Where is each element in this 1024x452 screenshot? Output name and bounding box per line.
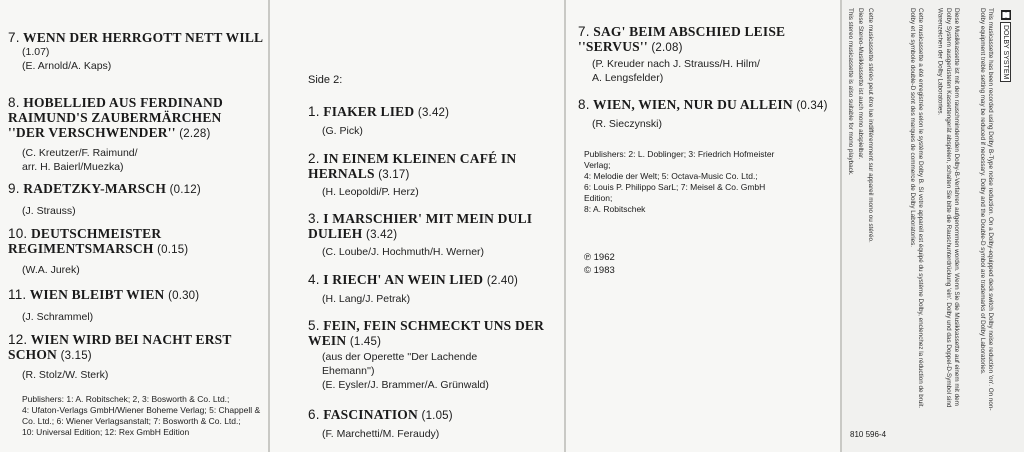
- track-duration: (0.34): [796, 100, 828, 112]
- track-duration: (3.42): [417, 107, 450, 119]
- track-s2-1: 1. FIAKER LIED (3.42) (G. Pick): [308, 104, 558, 138]
- track-s2-2: 2. IN EINEM KLEINEN CAFÉ IN HERNALS (3.17) (H. Leopoldi/P. Herz): [308, 151, 562, 199]
- mono-note-fr: Cette musicassette stéréo peut être lue indifféremment sur appareil mono ou stéréo.: [867, 8, 875, 243]
- panel-side1-continued: [0, 0, 268, 452]
- track-duration: (3.15): [60, 350, 92, 362]
- track-8: 8. HOBELLIED AUS FERDINAND RAIMUND'S ZAUBERMÄRCHEN ''DER VERSCHWENDER'' (2.28) (C. Kreutzer/F. Raimund/ arr. H. Baierl/Muezka): [8, 95, 266, 174]
- track-title: IN EINEM KLEINEN CAFÉ IN HERNALS: [308, 151, 517, 181]
- track-title: SAG' BEIM ABSCHIED LEISE ''SERVUS'': [578, 24, 786, 54]
- dolby-double-d-icon: [1001, 10, 1011, 20]
- phonogram-year: ℗ 1962: [584, 252, 615, 263]
- panel-side2-continued: [566, 0, 840, 452]
- track-title: WIEN BLEIBT WIEN: [29, 287, 165, 302]
- track-duration: (2.28): [179, 128, 211, 140]
- track-7: 7. WENN DER HERRGOTT NETT WILL (1.07) (E. Arnold/A. Kaps): [8, 30, 266, 73]
- track-credits: (P. Kreuder nach J. Strauss/H. Hilm/ A. Lengsfelder): [592, 58, 760, 84]
- track-credits: (C. Kreutzer/F. Raimund/ arr. H. Baierl/Muezka): [22, 147, 138, 173]
- track-s2-4: 4. I RIECH' AN WEIN LIED (2.40) (H. Lang/J. Petrak): [308, 272, 562, 306]
- mono-note-de: Diese Stereo-Musikkassette ist auch mono abspielbar.: [857, 8, 865, 160]
- track-10: 10. DEUTSCHMEISTER REGIMENTSMARSCH (0.15) (W.A. Jurek): [8, 226, 266, 277]
- track-s2-8: 8. WIEN, WIEN, NUR DU ALLEIN (0.34) (R. Sieczynski): [578, 97, 836, 131]
- track-credits: (H. Leopoldi/P. Herz): [322, 186, 419, 198]
- track-s2-3: 3. I MARSCHIER' MIT MEIN DULI DULIEH (3.42) (C. Loube/J. Hochmuth/H. Werner): [308, 211, 562, 259]
- side-2-label: Side 2:: [308, 74, 343, 86]
- track-credits: (C. Loube/J. Hochmuth/H. Werner): [322, 246, 485, 258]
- track-credits: (F. Marchetti/M. Feraudy): [322, 428, 440, 440]
- track-duration: (0.12): [169, 184, 201, 196]
- track-title: I RIECH' AN WEIN LIED: [323, 272, 484, 287]
- track-credits: (R. Sieczynski): [592, 118, 663, 130]
- catalog-number: 810 596-4: [850, 430, 887, 439]
- dolby-note-en: This musicassette has been recorded using Dolby B-Type noise reduction. On a Dolby-equipped deck switch Dolby noise reduction 'on'. On non-Dolby equipment treble setting may be reduced if necessary. Dolby and the Double-D symbol are trademarks of Dolby Laboratories.: [978, 8, 994, 411]
- track-title: FASCINATION: [323, 407, 418, 422]
- track-credits: (G. Pick): [322, 125, 363, 137]
- track-duration: (2.40): [486, 275, 519, 287]
- dolby-system-badge: DOLBY SYSTEM: [1000, 22, 1011, 82]
- track-duration: (1.05): [421, 410, 453, 422]
- track-duration: (1.45): [349, 336, 382, 348]
- track-title: WIEN, WIEN, NUR DU ALLEIN: [593, 97, 793, 112]
- dolby-note-de: Diese Musikkassette ist mit dem rauschmindernden Dolby-B-Verfahren aufgenommen worden. Wenn Sie die Musikkassette auf einem mit dem Dolby System ausgerüsteten Kassettengerät abspielen, schalten Sie bitte die Rauschunterdrückung 'ein'. Dolby und das Doppel-D-Symbol sind Warenzeichen der Dolby Laboratories.: [936, 8, 960, 408]
- track-title: HOBELLIED AUS FERDINAND RAIMUND'S ZAUBERMÄRCHEN ''DER VERSCHWENDER'': [8, 95, 223, 140]
- track-title: WIEN WIRD BEI NACHT ERST SCHON: [8, 332, 232, 362]
- publishers-side2: Publishers: 2: L. Doblinger; 3: Friedrich Hofmeister Verlag; 4: Melodie der Welt; 5: Octava-Music Co. Ltd.; 6: Louis P. Philippo SarL; 7: Meisel & Co. GmbH Edition; 8: A. Robitschek: [584, 149, 775, 214]
- track-s2-5: 5. FEIN, FEIN SCHMECKT UNS DER WEIN (1.45) (aus der Operette ''Der Lachende Ehemann'') (E. Eysler/J. Brammer/A. Grünwald): [308, 318, 562, 392]
- track-duration: (2.08): [651, 42, 683, 54]
- track-credits: (E. Arnold/A. Kaps): [22, 60, 112, 72]
- track-credits: (R. Stolz/W. Sterk): [22, 369, 109, 381]
- track-duration: (3.42): [366, 229, 398, 241]
- track-s2-7: 7. SAG' BEIM ABSCHIED LEISE ''SERVUS'' (2.08) (P. Kreuder nach J. Strauss/H. Hilm/ A. Lengsfelder): [578, 24, 836, 85]
- track-credits: (H. Lang/J. Petrak): [322, 293, 411, 305]
- track-title: RADETZKY-MARSCH: [23, 181, 167, 196]
- track-duration: (0.30): [168, 290, 200, 302]
- track-title: I MARSCHIER' MIT MEIN DULI DULIEH: [308, 211, 533, 241]
- dolby-note-fr: Cette musicassette a été enregistrée selon le système Dolby B. Si votre appareil est équipé du système Dolby, enclenchez la réduction de bruit. Dolby et le symbole double-D sont des marques de commerce de Dolby Laboratories.: [908, 8, 924, 409]
- track-9: 9. RADETZKY-MARSCH (0.12) (J. Strauss): [8, 181, 266, 218]
- track-title: FIAKER LIED: [323, 104, 415, 119]
- track-duration: (3.17): [378, 169, 410, 181]
- track-12: 12. WIEN WIRD BEI NACHT ERST SCHON (3.15) (R. Stolz/W. Sterk): [8, 332, 266, 382]
- track-duration: (0.15): [157, 244, 189, 256]
- track-title: DEUTSCHMEISTER REGIMENTSMARSCH: [8, 226, 162, 256]
- track-credits: (J. Strauss): [22, 205, 76, 217]
- mono-note-en: This stereo musicassette is also suitable for mono playback.: [847, 8, 855, 176]
- track-credits: (W.A. Jurek): [22, 264, 80, 276]
- track-credits: (J. Schrammel): [22, 311, 94, 323]
- track-title: FEIN, FEIN SCHMECKT UNS DER WEIN: [308, 318, 545, 348]
- copyright-year: © 1983: [584, 265, 615, 276]
- publishers-side1: Publishers: 1: A. Robitschek; 2, 3: Bosworth & Co. Ltd.; 4: Ufaton-Verlags GmbH/Wiener Boheme Verlag; 5: Chappell & Co. Ltd.; 6: Wiener Verlagsanstalt; 7: Bosworth & Co. Ltd.; 10: Universal Edition; 12: Rex GmbH Edition: [22, 394, 261, 437]
- track-credits: (aus der Operette ''Der Lachende Ehemann'') (E. Eysler/J. Brammer/A. Grünwald): [322, 351, 489, 391]
- track-11: 11. WIEN BLEIBT WIEN (0.30) (J. Schrammel): [8, 287, 266, 324]
- track-duration: (1.07): [22, 46, 50, 58]
- track-s2-6: 6. FASCINATION (1.05) (F. Marchetti/M. Feraudy): [308, 407, 562, 441]
- track-title: WENN DER HERRGOTT NETT WILL: [23, 30, 264, 45]
- panel-side2: [270, 0, 564, 452]
